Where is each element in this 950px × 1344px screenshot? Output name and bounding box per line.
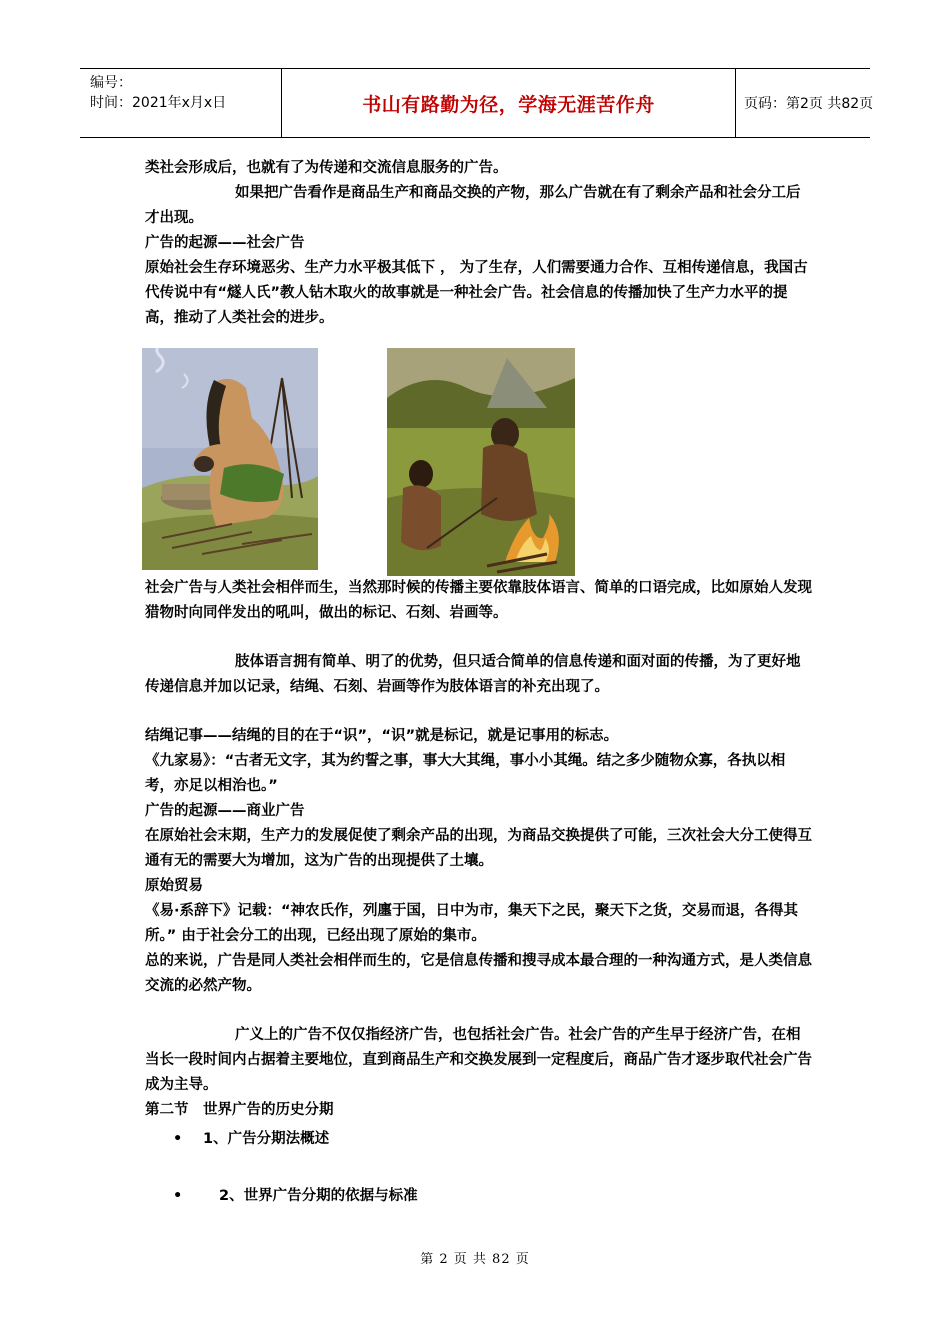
document-date: 时间：2021年x月x日 xyxy=(90,95,227,111)
paragraph: 广义上的广告不仅仅指经济广告，也包括社会广告。社会广告的产生早于经济广告，在相当长一段时间内占据着主要地位，直到商品生产和交换发展到一定程度后，商品广告才逐步取代社会广告成为主导。 xyxy=(145,1027,812,1093)
illustration-row xyxy=(145,348,813,576)
header-motto: 书山有路勤为径，学海无涯苦作舟 xyxy=(362,93,655,116)
header-motto-cell xyxy=(281,69,736,137)
list-item xyxy=(145,1184,813,1209)
bullet-icon: • xyxy=(173,1188,183,1204)
document-body xyxy=(145,156,813,1209)
paragraph: 总的来说，广告是同人类社会相伴而生的，它是信息传播和搜寻成本最合理的一种沟通方式，是人类信息交流的必然产物。 xyxy=(145,953,812,994)
bullet-icon: • xyxy=(173,1131,183,1147)
paragraph: 如果把广告看作是商品生产和商品交换的产物，那么广告就在有了剩余产品和社会分工后才出现。 xyxy=(145,185,801,226)
list-item-label: 1、广告分期法概述 xyxy=(203,1131,330,1147)
paragraph: 结绳记事——结绳的目的在于“识”，“识”就是标记，就是记事用的标志。 xyxy=(145,728,619,744)
quotation: 《九家易》：“古者无文字，其为约誓之事，事大大其绳，事小小其绳。结之多少随物众寡，各执以相考，亦足以相治也。” xyxy=(145,753,786,794)
list-item xyxy=(145,1127,813,1152)
header-page-cell xyxy=(736,69,874,137)
section-heading: 广告的起源——社会广告 xyxy=(145,235,305,251)
fire-drilling-illustration xyxy=(142,348,318,570)
quotation: 《易·系辞下》记载：“神农氏作，列廛于国，日中为市，集天下之民，聚天下之货，交易而退，各得其所。” 由于社会分工的出现，已经出现了原始的集市。 xyxy=(145,903,799,944)
paragraph: 类社会形成后，也就有了为传递和交流信息服务的广告。 xyxy=(145,160,508,176)
section-heading: 广告的起源——商业广告 xyxy=(145,803,305,819)
paragraph: 在原始社会末期，生产力的发展促使了剩余产品的出现，为商品交换提供了可能，三次社会大分工使得互通有无的需要大为增加，这为广告的出现提供了土壤。 xyxy=(145,828,812,869)
paragraph: 原始社会生存环境恶劣、生产力水平极其低下 ， 为了生存，人们需要通力合作、互相传递信息，我国古代传说中有“燧人氏”教人钻木取火的故事就是一种社会广告。社会信息的传播加快了生产力水平的提高，推动了人类社会的进步。 xyxy=(145,260,808,326)
page-footer: 第 2 页 共 82 页 xyxy=(420,1252,530,1267)
section-title: 第二节 世界广告的历史分期 xyxy=(145,1102,334,1118)
list-item-label: 2、世界广告分期的依据与标准 xyxy=(219,1188,418,1204)
page-header xyxy=(80,68,874,138)
primitive-campfire-illustration xyxy=(387,348,575,576)
header-meta xyxy=(80,69,281,137)
section-heading: 原始贸易 xyxy=(145,878,203,894)
paragraph: 社会广告与人类社会相伴而生，当然那时候的传播主要依靠肢体语言、简单的口语完成，比如原始人发现猎物时向同伴发出的吼叫，做出的标记、石刻、岩画等。 xyxy=(145,580,812,621)
document-number: 编号： xyxy=(90,75,132,91)
paragraph: 肢体语言拥有简单、明了的优势，但只适合简单的信息传递和面对面的传播，为了更好地传递信息并加以记录，结绳、石刻、岩画等作为肢体语言的补充出现了。 xyxy=(145,654,801,695)
header-page-info: 页码：第2页 共82页 xyxy=(744,96,874,112)
